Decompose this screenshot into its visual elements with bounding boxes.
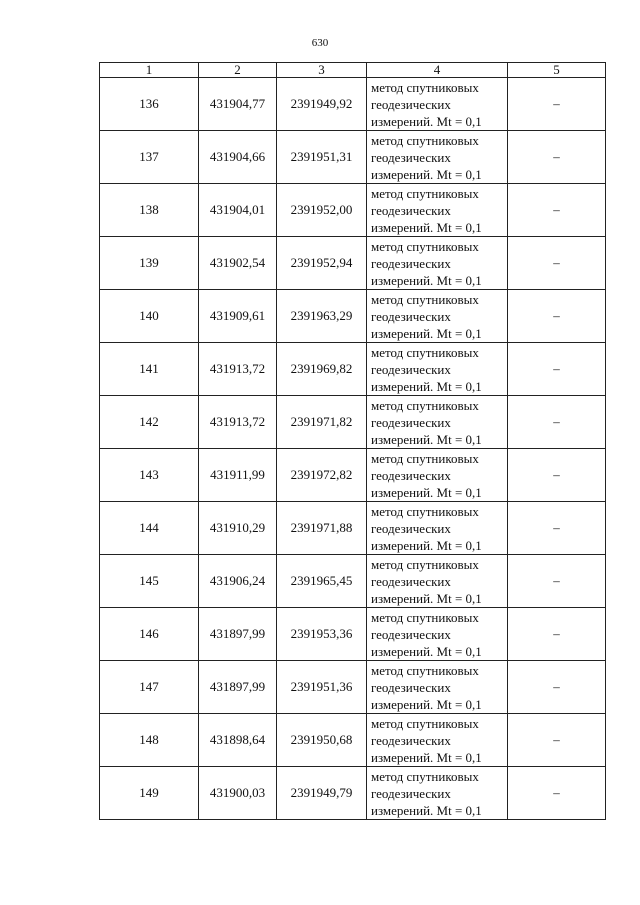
table-row	[100, 237, 606, 290]
method-line: измерений. Mt = 0,1	[371, 749, 482, 765]
method-line: измерений. Mt = 0,1	[371, 219, 482, 235]
coordinates-table	[99, 62, 606, 820]
point-number-cell: 140	[100, 290, 199, 343]
y-coordinate-cell: 2391950,68	[277, 714, 367, 767]
y-coordinate-cell: 2391953,36	[277, 608, 367, 661]
note-cell: –	[508, 714, 606, 767]
method-line: геодезических	[371, 96, 451, 112]
method-line: измерений. Mt = 0,1	[371, 272, 482, 288]
note-cell: –	[508, 555, 606, 608]
x-coordinate-cell: 431902,54	[199, 237, 277, 290]
x-coordinate-cell: 431900,03	[199, 767, 277, 820]
point-number-cell: 147	[100, 661, 199, 714]
method-line: метод спутниковых	[371, 450, 479, 466]
y-coordinate-cell: 2391963,29	[277, 290, 367, 343]
x-coordinate-cell: 431904,66	[199, 131, 277, 184]
point-number-cell: 143	[100, 449, 199, 502]
method-line: измерений. Mt = 0,1	[371, 696, 482, 712]
point-number-cell: 141	[100, 343, 199, 396]
y-coordinate-cell: 2391951,36	[277, 661, 367, 714]
note-cell: –	[508, 131, 606, 184]
header-col-1: 1	[100, 63, 199, 78]
y-coordinate-cell: 2391952,94	[277, 237, 367, 290]
x-coordinate-cell: 431909,61	[199, 290, 277, 343]
method-line: геодезических	[371, 467, 451, 483]
table-row	[100, 555, 606, 608]
point-number-cell: 144	[100, 502, 199, 555]
method-line: геодезических	[371, 573, 451, 589]
method-cell	[367, 78, 508, 131]
y-coordinate-cell: 2391951,31	[277, 131, 367, 184]
method-line: измерений. Mt = 0,1	[371, 484, 482, 500]
point-number-cell: 139	[100, 237, 199, 290]
point-number-cell: 148	[100, 714, 199, 767]
note-cell: –	[508, 661, 606, 714]
method-line: измерений. Mt = 0,1	[371, 166, 482, 182]
point-number-cell: 138	[100, 184, 199, 237]
point-number-cell: 149	[100, 767, 199, 820]
method-line: метод спутниковых	[371, 132, 479, 148]
x-coordinate-cell: 431910,29	[199, 502, 277, 555]
method-line: измерений. Mt = 0,1	[371, 802, 482, 818]
method-line: метод спутниковых	[371, 397, 479, 413]
x-coordinate-cell: 431897,99	[199, 608, 277, 661]
method-line: геодезических	[371, 149, 451, 165]
note-cell: –	[508, 237, 606, 290]
point-number-cell: 142	[100, 396, 199, 449]
method-line: метод спутниковых	[371, 503, 479, 519]
y-coordinate-cell: 2391971,82	[277, 396, 367, 449]
x-coordinate-cell: 431913,72	[199, 343, 277, 396]
table-body	[100, 78, 606, 820]
method-line: метод спутниковых	[371, 556, 479, 572]
table-row	[100, 78, 606, 131]
table-row	[100, 343, 606, 396]
table-row	[100, 714, 606, 767]
method-line: геодезических	[371, 520, 451, 536]
method-cell	[367, 502, 508, 555]
y-coordinate-cell: 2391971,88	[277, 502, 367, 555]
method-line: измерений. Mt = 0,1	[371, 325, 482, 341]
note-cell: –	[508, 184, 606, 237]
method-line: геодезических	[371, 361, 451, 377]
method-line: метод спутниковых	[371, 79, 479, 95]
method-line: метод спутниковых	[371, 662, 479, 678]
method-line: геодезических	[371, 255, 451, 271]
x-coordinate-cell: 431904,77	[199, 78, 277, 131]
header-col-4: 4	[367, 63, 508, 78]
method-line: измерений. Mt = 0,1	[371, 643, 482, 659]
method-line: измерений. Mt = 0,1	[371, 537, 482, 553]
method-line: метод спутниковых	[371, 238, 479, 254]
table-row	[100, 502, 606, 555]
method-line: метод спутниковых	[371, 291, 479, 307]
header-col-5: 5	[508, 63, 606, 78]
y-coordinate-cell: 2391972,82	[277, 449, 367, 502]
method-line: метод спутниковых	[371, 344, 479, 360]
method-line: измерений. Mt = 0,1	[371, 590, 482, 606]
method-line: геодезических	[371, 626, 451, 642]
method-line: геодезических	[371, 414, 451, 430]
method-cell	[367, 343, 508, 396]
header-col-3: 3	[277, 63, 367, 78]
point-number-cell: 146	[100, 608, 199, 661]
table-row	[100, 184, 606, 237]
point-number-cell: 145	[100, 555, 199, 608]
method-line: метод спутниковых	[371, 715, 479, 731]
method-cell	[367, 290, 508, 343]
y-coordinate-cell: 2391952,00	[277, 184, 367, 237]
method-cell	[367, 237, 508, 290]
table-row	[100, 608, 606, 661]
method-cell	[367, 555, 508, 608]
page-number: 630	[311, 37, 329, 49]
method-cell	[367, 396, 508, 449]
table-header-row	[100, 63, 606, 78]
method-cell	[367, 131, 508, 184]
method-cell	[367, 608, 508, 661]
x-coordinate-cell: 431904,01	[199, 184, 277, 237]
method-cell	[367, 661, 508, 714]
point-number-cell: 136	[100, 78, 199, 131]
note-cell: –	[508, 608, 606, 661]
x-coordinate-cell: 431906,24	[199, 555, 277, 608]
note-cell: –	[508, 449, 606, 502]
x-coordinate-cell: 431898,64	[199, 714, 277, 767]
method-cell	[367, 767, 508, 820]
table-row	[100, 661, 606, 714]
table-row	[100, 767, 606, 820]
method-line: геодезических	[371, 732, 451, 748]
method-line: геодезических	[371, 308, 451, 324]
note-cell: –	[508, 290, 606, 343]
table-row	[100, 290, 606, 343]
header-col-2: 2	[199, 63, 277, 78]
note-cell: –	[508, 396, 606, 449]
method-line: метод спутниковых	[371, 609, 479, 625]
method-line: измерений. Mt = 0,1	[371, 113, 482, 129]
method-line: геодезических	[371, 202, 451, 218]
method-line: геодезических	[371, 785, 451, 801]
method-cell	[367, 714, 508, 767]
method-line: метод спутниковых	[371, 768, 479, 784]
x-coordinate-cell: 431911,99	[199, 449, 277, 502]
note-cell: –	[508, 78, 606, 131]
x-coordinate-cell: 431897,99	[199, 661, 277, 714]
method-cell	[367, 449, 508, 502]
point-number-cell: 137	[100, 131, 199, 184]
table-row	[100, 396, 606, 449]
y-coordinate-cell: 2391949,92	[277, 78, 367, 131]
note-cell: –	[508, 343, 606, 396]
y-coordinate-cell: 2391949,79	[277, 767, 367, 820]
table-row	[100, 131, 606, 184]
method-line: измерений. Mt = 0,1	[371, 378, 482, 394]
table-row	[100, 449, 606, 502]
method-line: измерений. Mt = 0,1	[371, 431, 482, 447]
method-line: геодезических	[371, 679, 451, 695]
y-coordinate-cell: 2391965,45	[277, 555, 367, 608]
x-coordinate-cell: 431913,72	[199, 396, 277, 449]
y-coordinate-cell: 2391969,82	[277, 343, 367, 396]
note-cell: –	[508, 502, 606, 555]
method-line: метод спутниковых	[371, 185, 479, 201]
note-cell: –	[508, 767, 606, 820]
method-cell	[367, 184, 508, 237]
